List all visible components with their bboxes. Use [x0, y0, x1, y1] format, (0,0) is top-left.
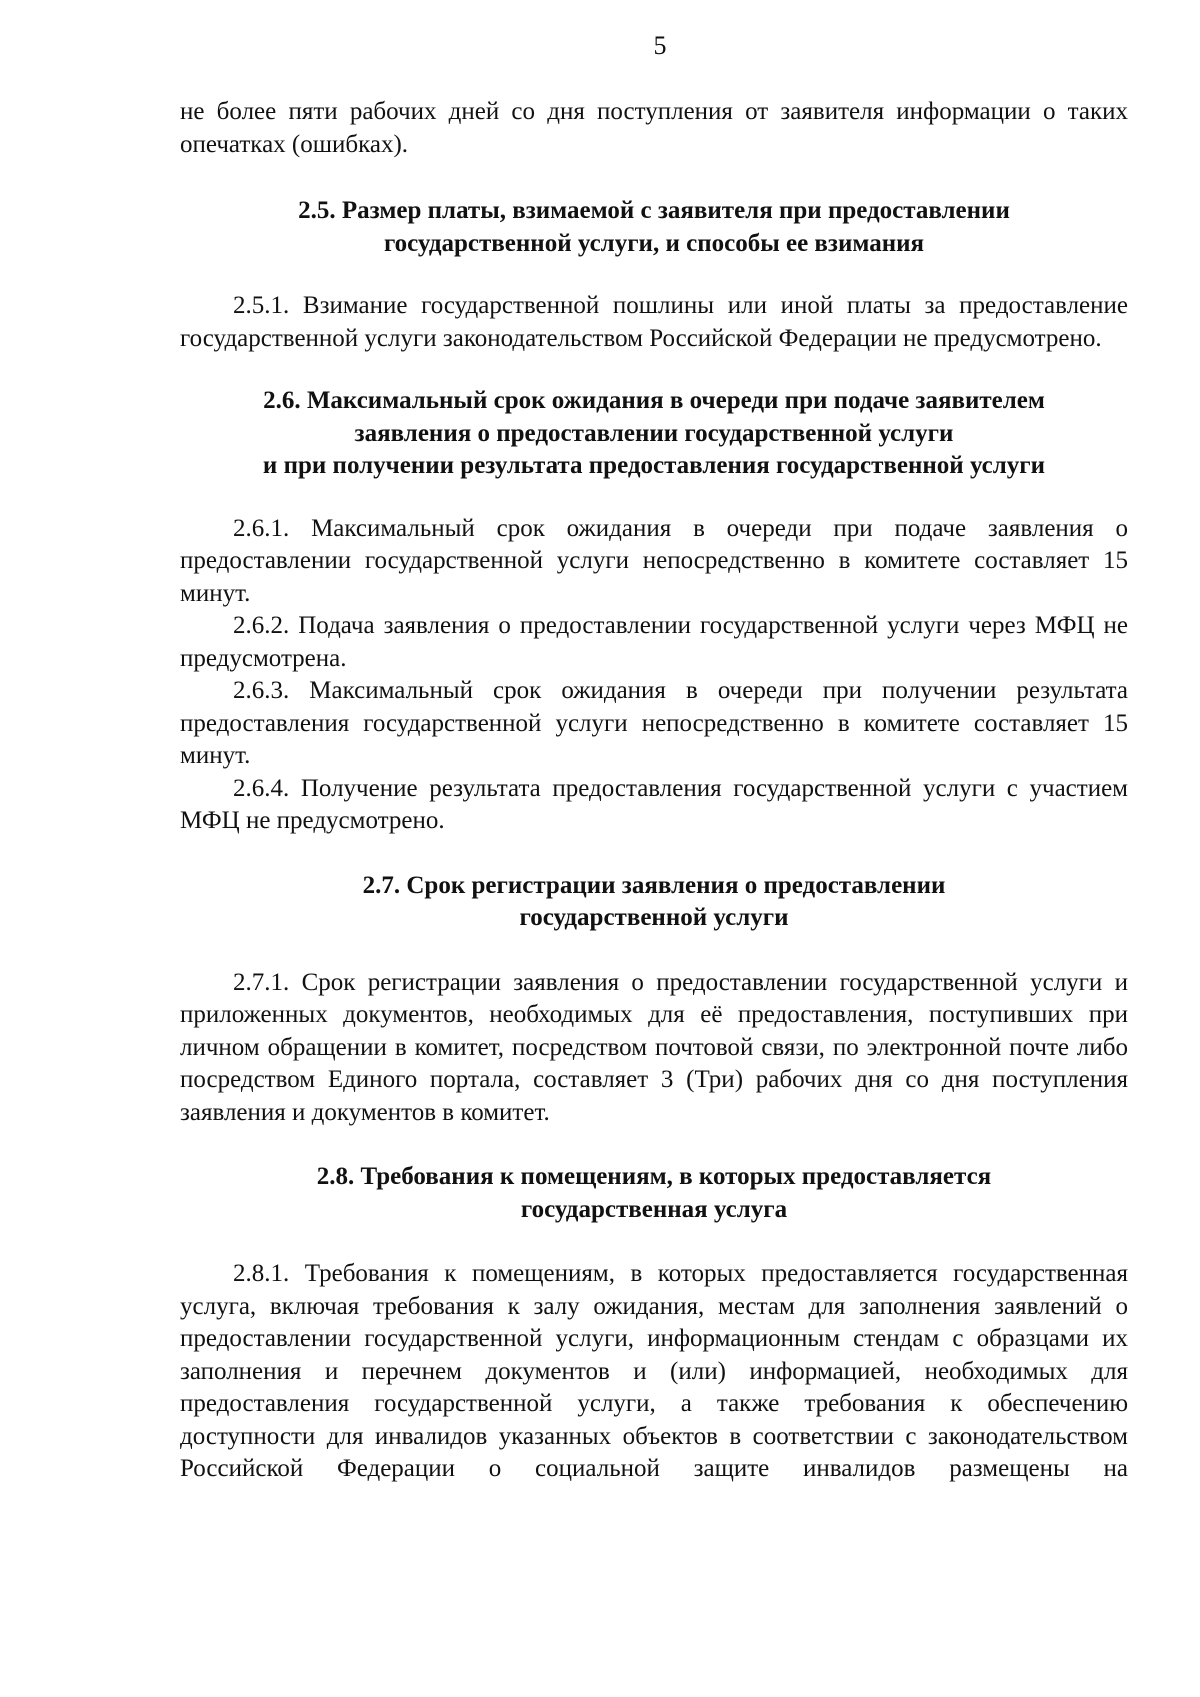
section-heading-line: 2.7. Срок регистрации заявления о предоставлении	[362, 871, 946, 899]
paragraph-2-6-2: 2.6.2. Подача заявления о предоставлении государственной услуги через МФЦ не предусмотрена.	[180, 612, 1128, 672]
section-heading-2-6	[180, 385, 1128, 483]
section-heading-2-8	[180, 1161, 1128, 1226]
intro-paragraph: не более пяти рабочих дней со дня поступления от заявителя информации о таких опечатках (ошибках).	[180, 98, 1128, 158]
page-number: 5	[653, 31, 667, 60]
paragraph-2-5-1: 2.5.1. Взимание государственной пошлины или иной платы за предоставление государственной услуги законодательством Российской Федерации не предусмотрено.	[180, 292, 1128, 352]
section-heading-line: государственной услуги, и способы ее взимания	[383, 229, 925, 257]
section-heading-2-7	[180, 870, 1128, 935]
paragraph-2-6-1: 2.6.1. Максимальный срок ожидания в очереди при подаче заявления о предоставлении государственной услуги непосредственно в комитете составляет 15 минут.	[180, 514, 1128, 607]
section-heading-line: 2.5. Размер платы, взимаемой с заявителя при предоставлении	[298, 197, 1010, 224]
paragraph-2-6-4: 2.6.4. Получение результата предоставления государственной услуги с участием МФЦ не предусмотрено.	[180, 774, 1128, 834]
document-body	[180, 96, 1128, 1486]
section-heading-line: 2.6. Максимальный срок ожидания в очереди при подаче заявителем	[263, 387, 1045, 414]
paragraph-2-7-1: 2.7.1. Срок регистрации заявления о предоставлении государственной услуги и приложенных документов, необходимых для её предоставления, поступивших при личном обращении в комитет, посредством почтовой связи, по электронной почте либо посредством Единого портала, составляет 3 (Три) рабочих дня со дня поступления заявления и документов в комитет.	[180, 968, 1128, 1126]
section-heading-line: государственной услуги	[519, 904, 789, 931]
section-heading-2-5	[180, 195, 1128, 260]
paragraph-2-6-3: 2.6.3. Максимальный срок ожидания в очереди при получении результата предоставления государственной услуги непосредственно в комитете составляет 15 минут.	[180, 677, 1128, 769]
section-heading-line: 2.8. Требования к помещениям, в которых предоставляется	[316, 1163, 992, 1190]
section-heading-line: и при получении результата предоставления государственной услуги	[262, 452, 1046, 479]
section-heading-line: заявления о предоставлении государственной услуги	[354, 419, 954, 447]
paragraph-2-8-1: 2.8.1. Требования к помещениям, в которых предоставляется государственная услуга, включая требования к залу ожидания, местам для заполнения заявлений о предоставлении государственной услуги, информационным стендам с образцами их заполнения и перечнем документов и (или) информацией, необходимых для предоставления государственной услуги, а также требования к обеспечению доступности для инвалидов указанных объектов в соответствии с законодательством Российской Федерации о социальной защите инвалидов размещены на	[180, 1260, 1128, 1482]
section-heading-line: государственная услуга	[520, 1195, 788, 1223]
